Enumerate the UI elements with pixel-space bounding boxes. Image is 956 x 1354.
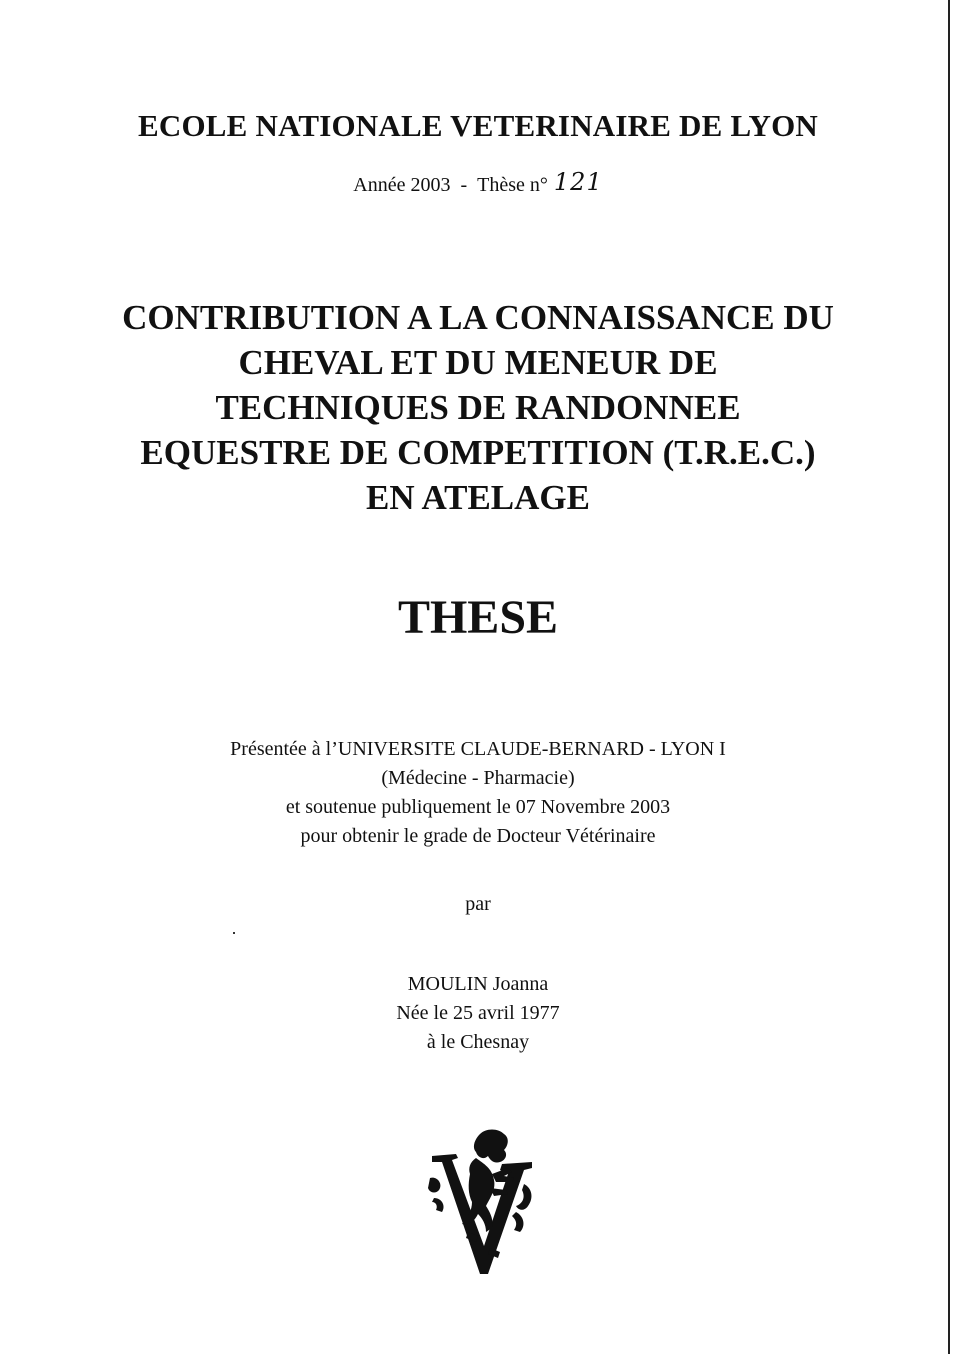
title-line: CONTRIBUTION A LA CONNAISSANCE DU [122,298,834,337]
presentation-line: pour obtenir le grade de Docteur Vétérinaire [300,825,656,847]
author-name: MOULIN Joanna [407,973,549,995]
thesis-number-handwritten: 121 [553,168,603,196]
thesis-title [0,295,956,520]
presentation-line: (Médecine - Pharmacie) [381,767,575,789]
separator: - [460,174,468,196]
scan-speck [233,932,235,934]
year-thesis-line [0,168,956,197]
presentation-line: Présentée à l’UNIVERSITE CLAUDE-BERNARD - LYON I [230,738,726,760]
thesis-label: Thèse n° [477,174,548,196]
page-edge-line [948,0,950,1354]
title-line: TECHNIQUES DE RANDONNEE [215,388,741,427]
document-type-heading: THESE [397,591,559,644]
title-line: EN ATELAGE [366,478,590,517]
title-line: CHEVAL ET DU MENEUR DE [238,343,718,382]
author-block [0,970,956,1057]
author-birthplace: à le Chesnay [426,1031,530,1053]
veterinary-school-v-lion-emblem-icon [428,1128,544,1278]
presentation-line: et soutenue publiquement le 07 Novembre 2003 [285,796,671,818]
school-name: ECOLE NATIONALE VETERINAIRE DE LYON [138,108,818,143]
year-label: Année 2003 [353,174,451,196]
title-line: EQUESTRE DE COMPETITION (T.R.E.C.) [140,433,816,472]
by-label: par [465,893,491,915]
presentation-block [0,735,956,851]
author-birth: Née le 25 avril 1977 [396,1002,560,1024]
